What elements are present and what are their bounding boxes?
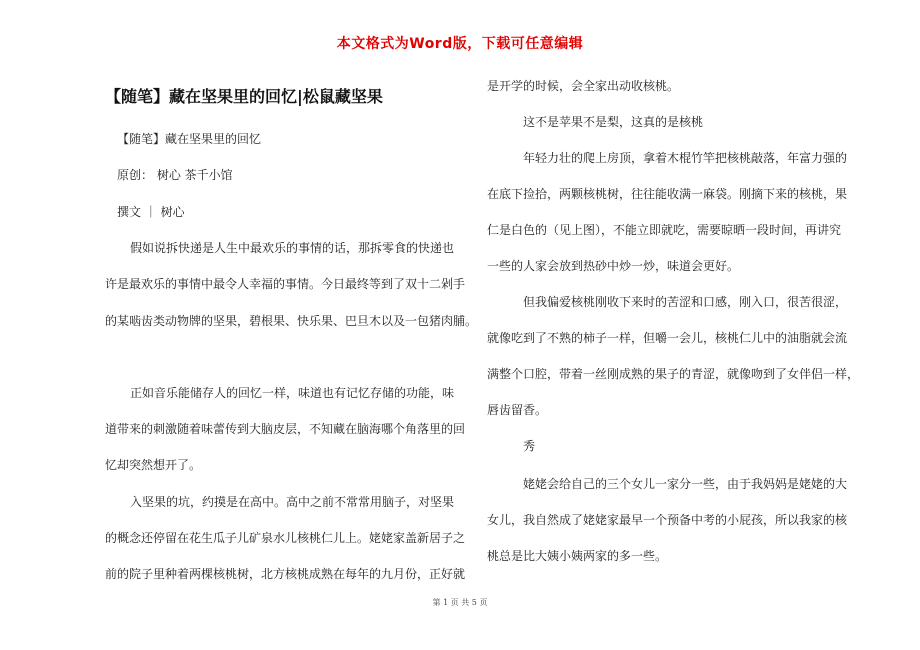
left-line: 道带来的刺激随着味蕾传到大脑皮层，不知藏在脑海哪个角落里的回: [105, 422, 466, 436]
right-line: 仁是白色的（见上图），不能立即就吃，需要晾晒一段时间，再讲究: [487, 223, 842, 237]
left-line: 撰文 ｜ 树心: [117, 205, 185, 219]
left-line: 原创： 树心 茶千小馆: [117, 168, 233, 182]
right-line: 桃总是比大姨小姨两家的多一些。: [487, 549, 668, 563]
right-line: 但我偏爱核桃刚收下来时的苦涩和口感，刚入口，很苦很涩，: [523, 295, 848, 309]
edit-banner: 本文格式为Word版，下载可任意编辑: [336, 36, 584, 52]
left-line: 许是最欢乐的事情中最令人幸福的事情。今日最终等到了双十二剁手: [105, 277, 466, 291]
right-line: 在底下捡拾，两颗核桃树，往往能收满一麻袋。刚摘下来的核桃，果: [487, 187, 848, 201]
right-line: 满整个口腔，带着一丝刚成熟的果子的青涩，就像吻到了女伴侣一样，: [487, 367, 860, 381]
left-line: 【随笔】藏在坚果里的回忆: [117, 132, 262, 146]
right-line: 女儿，我自然成了姥姥家最早一个预备中考的小屁孩，所以我家的核: [487, 513, 848, 527]
right-line: 秀: [523, 439, 536, 453]
right-line: 一些的人家会放到热砂中炒一炒，味道会更好。: [487, 259, 740, 273]
page-number: 第 1 页 共 5 页: [432, 598, 488, 607]
left-line: 忆却突然想开了。: [105, 458, 202, 472]
right-line: 这不是苹果不是梨，这真的是核桃: [523, 115, 704, 129]
right-line: 是开学的时候，会全家出动收核桃。: [487, 79, 680, 93]
right-line: 姥姥会给自己的三个女儿一家分一些，由于我妈妈是姥姥的大: [523, 477, 848, 491]
left-line: 假如说拆快递是人生中最欢乐的事情的话，那拆零食的快递也: [130, 241, 455, 255]
right-line: 就像吃到了不熟的柿子一样，但嚼一会儿，核桃仁儿中的油脂就会流: [487, 331, 848, 345]
left-line: 的某啮齿类动物牌的坚果，碧根果、快乐果、巴旦木以及一包猪肉脯。: [105, 314, 478, 328]
right-line: 唇齿留香。: [487, 403, 548, 417]
left-line: 的概念还停留在花生瓜子儿矿泉水儿核桃仁儿上。姥姥家盖新居子之: [105, 531, 466, 545]
left-line: 入坚果的坑，约摸是在高中。高中之前不常常用脑子，对坚果: [130, 495, 455, 509]
left-line: 前的院子里种着两棵核桃树，北方核桃成熟在每年的九月份，正好就: [105, 567, 466, 581]
document-title: 【随笔】藏在坚果里的回忆|松鼠藏坚果: [105, 87, 383, 106]
right-line: 年轻力壮的爬上房顶，拿着木棍竹竿把核桃敲落，年富力强的: [523, 151, 848, 165]
left-line: 正如音乐能储存人的回忆一样，味道也有记忆存储的功能，味: [130, 386, 455, 400]
